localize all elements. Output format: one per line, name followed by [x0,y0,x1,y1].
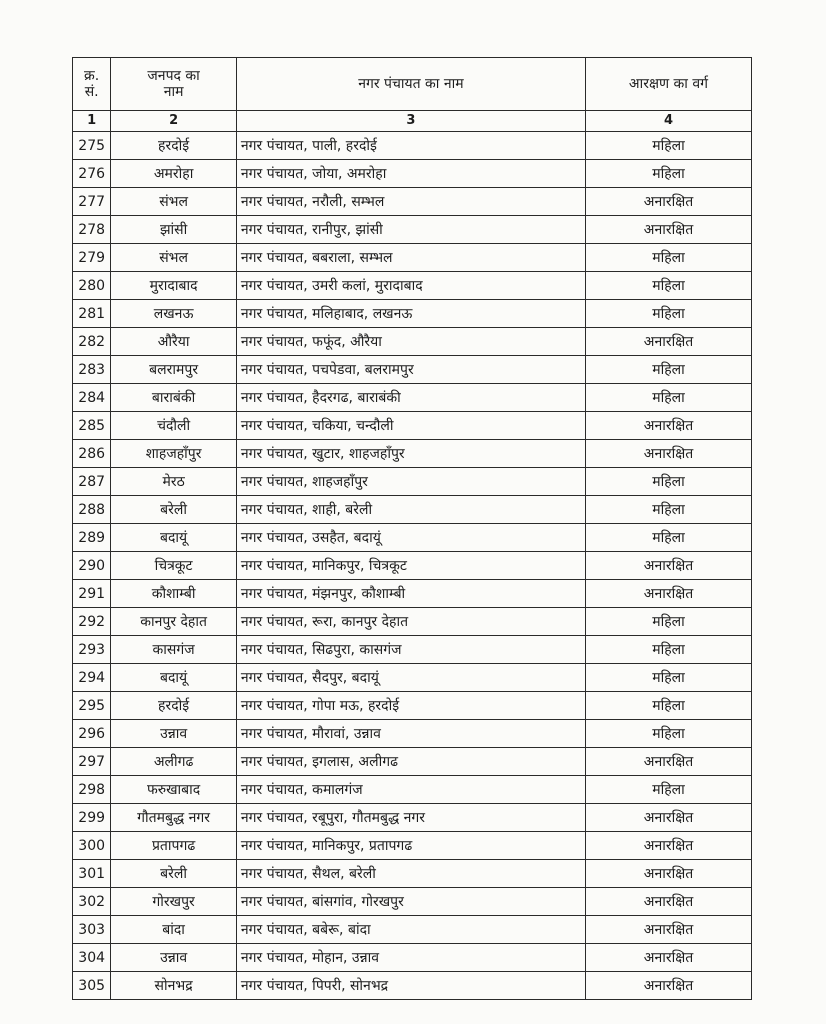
district-cell: संभल [111,188,237,216]
table-row [73,972,752,1000]
district-cell: संभल [111,244,237,272]
serial-number-cell: 278 [73,216,111,244]
category-cell: अनारक्षित [585,916,751,944]
serial-number-cell: 305 [73,972,111,1000]
category-cell: अनारक्षित [585,440,751,468]
district-cell: हरदोई [111,692,237,720]
table-row [73,356,752,384]
serial-number-cell: 295 [73,692,111,720]
table-row [73,776,752,804]
serial-number-cell: 288 [73,496,111,524]
district-cell: लखनऊ [111,300,237,328]
header-reservation-category: आरक्षण का वर्ग [585,58,751,111]
category-cell: महिला [585,776,751,804]
category-cell: अनारक्षित [585,188,751,216]
category-cell: अनारक्षित [585,748,751,776]
reservation-table [72,57,752,1000]
table-row [73,524,752,552]
serial-number-cell: 294 [73,664,111,692]
district-cell: बदायूं [111,524,237,552]
panchayat-name-cell: नगर पंचायत, इगलास, अलीगढ [236,748,585,776]
category-cell: अनारक्षित [585,832,751,860]
panchayat-name-cell: नगर पंचायत, मानिकपुर, प्रतापगढ [236,832,585,860]
table-row [73,720,752,748]
serial-number-cell: 285 [73,412,111,440]
table-row [73,440,752,468]
panchayat-name-cell: नगर पंचायत, उसहैत, बदायूं [236,524,585,552]
serial-number-cell: 296 [73,720,111,748]
category-cell: महिला [585,160,751,188]
table-row [73,944,752,972]
district-cell: बरेली [111,860,237,888]
category-cell: अनारक्षित [585,972,751,1000]
serial-number-cell: 303 [73,916,111,944]
serial-number-cell: 298 [73,776,111,804]
table-row [73,132,752,160]
serial-number-cell: 281 [73,300,111,328]
table-header [73,58,752,132]
panchayat-name-cell: नगर पंचायत, मौरावां, उन्नाव [236,720,585,748]
district-cell: अलीगढ [111,748,237,776]
table-row [73,860,752,888]
panchayat-name-cell: नगर पंचायत, पिपरी, सोनभद्र [236,972,585,1000]
panchayat-name-cell: नगर पंचायत, पाली, हरदोई [236,132,585,160]
panchayat-name-cell: नगर पंचायत, मलिहाबाद, लखनऊ [236,300,585,328]
category-cell: महिला [585,468,751,496]
district-cell: प्रतापगढ [111,832,237,860]
category-cell: महिला [585,384,751,412]
serial-number-cell: 290 [73,552,111,580]
category-cell: महिला [585,272,751,300]
table-row [73,832,752,860]
district-cell: गोरखपुर [111,888,237,916]
district-cell: बदायूं [111,664,237,692]
serial-number-cell: 304 [73,944,111,972]
category-cell: अनारक्षित [585,216,751,244]
serial-number-cell: 277 [73,188,111,216]
table-row [73,804,752,832]
serial-number-cell: 282 [73,328,111,356]
panchayat-name-cell: नगर पंचायत, बबराला, सम्भल [236,244,585,272]
serial-number-cell: 293 [73,636,111,664]
table-row [73,300,752,328]
district-cell: सोनभद्र [111,972,237,1000]
category-cell: महिला [585,692,751,720]
panchayat-name-cell: नगर पंचायत, मानिकपुर, चित्रकूट [236,552,585,580]
serial-number-cell: 292 [73,608,111,636]
table-row [73,468,752,496]
district-cell: गौतमबुद्ध नगर [111,804,237,832]
district-cell: शाहजहाँपुर [111,440,237,468]
panchayat-name-cell: नगर पंचायत, शाही, बरेली [236,496,585,524]
category-cell: महिला [585,132,751,160]
district-cell: उन्नाव [111,720,237,748]
category-cell: अनारक्षित [585,328,751,356]
category-cell: अनारक्षित [585,860,751,888]
category-cell: अनारक्षित [585,580,751,608]
table-row [73,608,752,636]
category-cell: अनारक्षित [585,412,751,440]
serial-number-cell: 299 [73,804,111,832]
district-cell: कौशाम्बी [111,580,237,608]
panchayat-name-cell: नगर पंचायत, जोया, अमरोहा [236,160,585,188]
category-cell: अनारक्षित [585,888,751,916]
serial-number-cell: 300 [73,832,111,860]
header-district [111,58,237,111]
category-cell: महिला [585,664,751,692]
category-cell: महिला [585,356,751,384]
serial-number-cell: 280 [73,272,111,300]
panchayat-name-cell: नगर पंचायत, मंझनपुर, कौशाम्बी [236,580,585,608]
district-cell: चित्रकूट [111,552,237,580]
category-cell: अनारक्षित [585,804,751,832]
panchayat-name-cell: नगर पंचायत, फफूंद, औरैया [236,328,585,356]
district-cell: औरैया [111,328,237,356]
district-cell: फरुखाबाद [111,776,237,804]
header-serial-number [73,58,111,111]
panchayat-name-cell: नगर पंचायत, रूरा, कानपुर देहात [236,608,585,636]
table-row [73,552,752,580]
table-row [73,748,752,776]
column-number: 1 [73,111,111,132]
table-row [73,328,752,356]
panchayat-name-cell: नगर पंचायत, रबूपुरा, गौतमबुद्ध नगर [236,804,585,832]
panchayat-name-cell: नगर पंचायत, उमरी कलां, मुरादाबाद [236,272,585,300]
header-panchayat-name: नगर पंचायत का नाम [236,58,585,111]
panchayat-name-cell: नगर पंचायत, सिढपुरा, कासगंज [236,636,585,664]
column-number: 4 [585,111,751,132]
category-cell: अनारक्षित [585,944,751,972]
table-row [73,888,752,916]
table-row [73,188,752,216]
serial-number-cell: 289 [73,524,111,552]
category-cell: महिला [585,608,751,636]
district-cell: अमरोहा [111,160,237,188]
category-cell: महिला [585,300,751,328]
district-cell: हरदोई [111,132,237,160]
district-cell: मेरठ [111,468,237,496]
district-cell: कानपुर देहात [111,608,237,636]
category-cell: महिला [585,496,751,524]
panchayat-name-cell: नगर पंचायत, मोहान, उन्नाव [236,944,585,972]
header-sn-line2: सं. [84,84,99,100]
district-cell: चंदौली [111,412,237,440]
district-cell: बरेली [111,496,237,524]
district-cell: मुरादाबाद [111,272,237,300]
table-row [73,580,752,608]
serial-number-cell: 291 [73,580,111,608]
panchayat-name-cell: नगर पंचायत, सैदपुर, बदायूं [236,664,585,692]
panchayat-name-cell: नगर पंचायत, गोपा मऊ, हरदोई [236,692,585,720]
serial-number-cell: 286 [73,440,111,468]
panchayat-name-cell: नगर पंचायत, नरौली, सम्भल [236,188,585,216]
panchayat-name-cell: नगर पंचायत, बांसगांव, गोरखपुर [236,888,585,916]
category-cell: महिला [585,636,751,664]
panchayat-name-cell: नगर पंचायत, चकिया, चन्दौली [236,412,585,440]
header-district-line2: नाम [163,84,184,100]
table-row [73,272,752,300]
category-cell: महिला [585,244,751,272]
panchayat-name-cell: नगर पंचायत, सैथल, बरेली [236,860,585,888]
district-cell: बलरामपुर [111,356,237,384]
serial-number-cell: 279 [73,244,111,272]
table-row [73,496,752,524]
column-number: 3 [236,111,585,132]
panchayat-name-cell: नगर पंचायत, पचपेडवा, बलरामपुर [236,356,585,384]
serial-number-cell: 287 [73,468,111,496]
district-cell: बांदा [111,916,237,944]
table-row [73,244,752,272]
serial-number-cell: 302 [73,888,111,916]
column-number-row [73,111,752,132]
district-cell: कासगंज [111,636,237,664]
header-sn-line1: क्र. [84,68,100,84]
table-body [73,132,752,1000]
table-row [73,412,752,440]
table-row [73,216,752,244]
category-cell: महिला [585,720,751,748]
panchayat-name-cell: नगर पंचायत, खुटार, शाहजहाँपुर [236,440,585,468]
serial-number-cell: 301 [73,860,111,888]
category-cell: महिला [585,524,751,552]
table-row [73,160,752,188]
table-row [73,384,752,412]
district-cell: बाराबंकी [111,384,237,412]
serial-number-cell: 276 [73,160,111,188]
table-row [73,692,752,720]
panchayat-name-cell: नगर पंचायत, शाहजहाँपुर [236,468,585,496]
table-row [73,636,752,664]
serial-number-cell: 297 [73,748,111,776]
district-cell: उन्नाव [111,944,237,972]
panchayat-name-cell: नगर पंचायत, कमालगंज [236,776,585,804]
serial-number-cell: 284 [73,384,111,412]
panchayat-name-cell: नगर पंचायत, रानीपुर, झांसी [236,216,585,244]
category-cell: अनारक्षित [585,552,751,580]
header-district-line1: जनपद का [147,68,200,84]
table-row [73,916,752,944]
column-number: 2 [111,111,237,132]
district-cell: झांसी [111,216,237,244]
serial-number-cell: 283 [73,356,111,384]
panchayat-name-cell: नगर पंचायत, बबेरू, बांदा [236,916,585,944]
serial-number-cell: 275 [73,132,111,160]
table-row [73,664,752,692]
panchayat-name-cell: नगर पंचायत, हैदरगढ, बाराबंकी [236,384,585,412]
